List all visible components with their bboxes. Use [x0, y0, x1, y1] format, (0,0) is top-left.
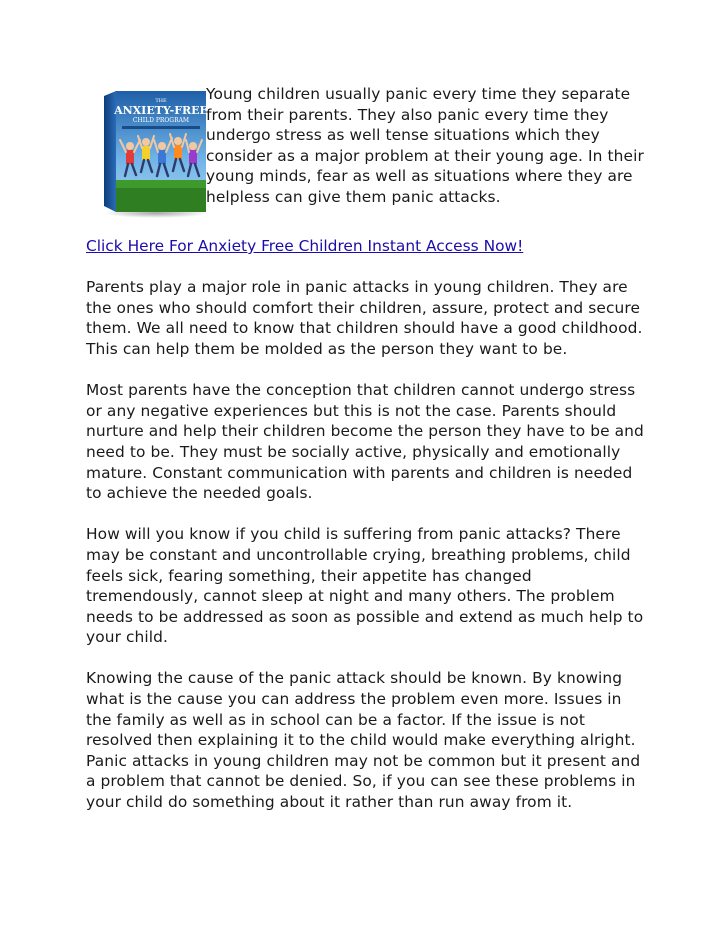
paragraph-gap: [86, 360, 646, 381]
instant-access-link[interactable]: Click Here For Anxiety Free Children Instant Access Now!: [86, 237, 524, 255]
paragraph-gap: [86, 648, 646, 669]
intro-paragraph: Young children usually panic every time they separate from their parents. They also panic every time they undergo stress as well tense situations which they consider as a major problem at their young age. In their young minds, fear as well as situations where they are helpless can give them panic attacks.: [206, 85, 644, 206]
cover-title-line1: THE: [155, 98, 167, 104]
paragraph-knowing-cause: Knowing the cause of the panic attack should be known. By knowing what is the cause you can address the problem even more. Issues in the family as well as in school can be a factor. If the issue is not resolved then explaining it to the child would make everything alright. Panic attacks in young children may not be common but it present and a problem that cannot be denied. So, if you can see these problems in your child do something about it rather than run away from it.: [86, 669, 641, 812]
cover-title-line3: CHILD PROGRAM: [132, 117, 190, 124]
document-page: [86, 85, 646, 813]
book-cover-image: [94, 88, 209, 218]
paragraph-gap: [86, 257, 646, 278]
paragraph-parents-role: Parents play a major role in panic attacks in young children. They are the ones who should comfort their children, assure, protect and secure them. We all need to know that children should have a good childhood. This can help them be molded as the person they want to be.: [86, 278, 643, 358]
paragraph-parents-conception: Most parents have the conception that children cannot undergo stress or any negative experiences but this is not the case. Parents should nurture and help their children become the person they have to be and need to be. They must be socially active, physically and emotionally mature. Constant communication with parents and children is needed to achieve the needed goals.: [86, 381, 644, 503]
intro-section: [86, 85, 646, 236]
cover-title-line2: ANXIETY-FREE: [114, 104, 208, 117]
paragraph-signs-of-panic: How will you know if you child is suffering from panic attacks? There may be constant and uncontrollable crying, breathing problems, child feels sick, fearing something, their appetite has changed tremendously, cannot sleep at night and many others. The problem needs to be addressed as soon as possible and extend as much help to your child.: [86, 525, 644, 647]
paragraph-gap: [86, 504, 646, 525]
